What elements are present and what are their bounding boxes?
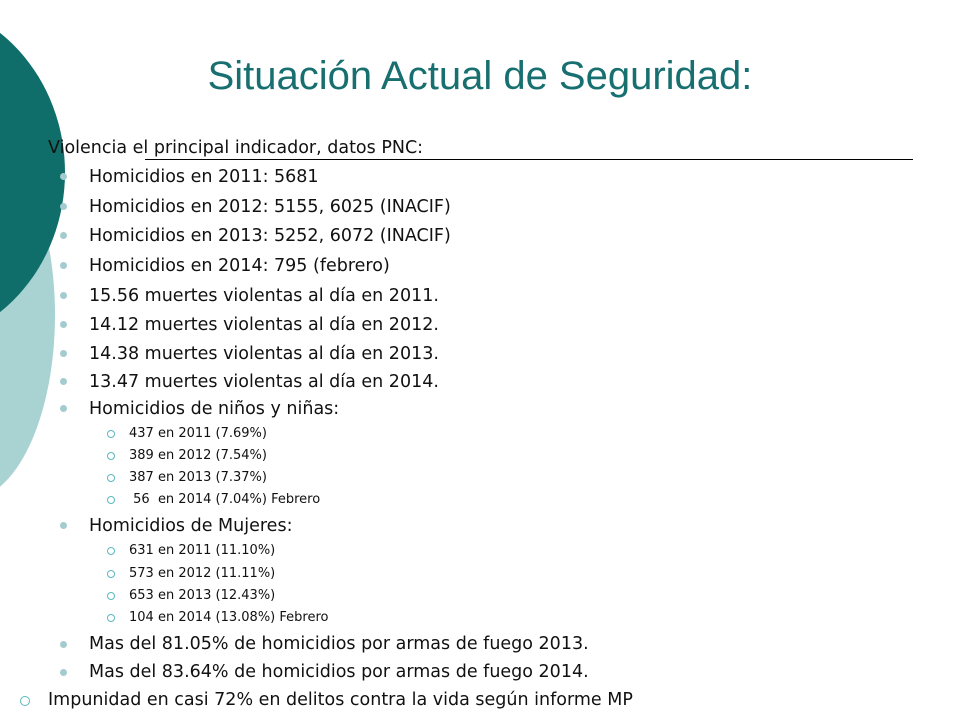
sub-list-item: 104 en 2014 (13.08%) Febrero <box>129 610 329 625</box>
bullet-ring <box>107 452 115 460</box>
list-item: Mas del 81.05% de homicidios por armas de fuego 2013. <box>89 634 589 654</box>
list-item: 13.47 muertes violentas al día en 2014. <box>89 372 439 392</box>
list-item: 14.38 muertes violentas al día en 2013. <box>89 344 439 364</box>
list-item: Homicidios de Mujeres: <box>89 516 293 536</box>
impunidad-text: Impunidad en casi 72% en delitos contra la vida según informe MP <box>48 690 633 710</box>
bullet-dot <box>60 378 67 385</box>
bullet-ring <box>107 496 115 504</box>
slide-title: Situación Actual de Seguridad: <box>207 54 753 98</box>
bullet-dot <box>60 350 67 357</box>
underline-rule <box>145 159 913 160</box>
bullet-ring <box>107 592 115 600</box>
bullet-dot <box>60 262 67 269</box>
bullet-ring <box>107 570 115 578</box>
bullet-dot <box>60 232 67 239</box>
sub-list-item: 631 en 2011 (11.10%) <box>129 543 276 558</box>
bullet-ring <box>20 696 30 706</box>
bullet-dot <box>60 321 67 328</box>
bullet-ring <box>107 430 115 438</box>
list-item: Mas del 83.64% de homicidios por armas de fuego 2014. <box>89 662 589 682</box>
bullet-ring <box>107 474 115 482</box>
list-item: Homicidios en 2013: 5252, 6072 (INACIF) <box>89 226 451 246</box>
sub-list-item: 56 en 2014 (7.04%) Febrero <box>129 492 321 507</box>
bullet-dot <box>60 173 67 180</box>
bullet-dot <box>60 292 67 299</box>
list-item: Homicidios en 2012: 5155, 6025 (INACIF) <box>89 197 451 217</box>
bullet-dot <box>60 522 67 529</box>
list-item: 14.12 muertes violentas al día en 2012. <box>89 315 439 335</box>
sub-list-item: 653 en 2013 (12.43%) <box>129 588 276 603</box>
sub-list-item: 573 en 2012 (11.11%) <box>129 566 276 581</box>
sub-list-item: 387 en 2013 (7.37%) <box>129 470 267 485</box>
list-item: 15.56 muertes violentas al día en 2011. <box>89 286 439 306</box>
bullet-dot <box>60 405 67 412</box>
bullet-dot <box>60 641 67 648</box>
intro-text: Violencia el principal indicador, datos PNC: <box>48 138 424 158</box>
bullet-dot <box>60 203 67 210</box>
list-item: Homicidios de niños y niñas: <box>89 399 340 419</box>
list-item: Homicidios en 2011: 5681 <box>89 167 319 187</box>
bullet-ring <box>107 547 115 555</box>
sub-list-item: 437 en 2011 (7.69%) <box>129 426 267 441</box>
sub-list-item: 389 en 2012 (7.54%) <box>129 448 267 463</box>
list-item: Homicidios en 2014: 795 (febrero) <box>89 256 390 276</box>
bullet-dot <box>60 669 67 676</box>
bullet-ring <box>107 614 115 622</box>
